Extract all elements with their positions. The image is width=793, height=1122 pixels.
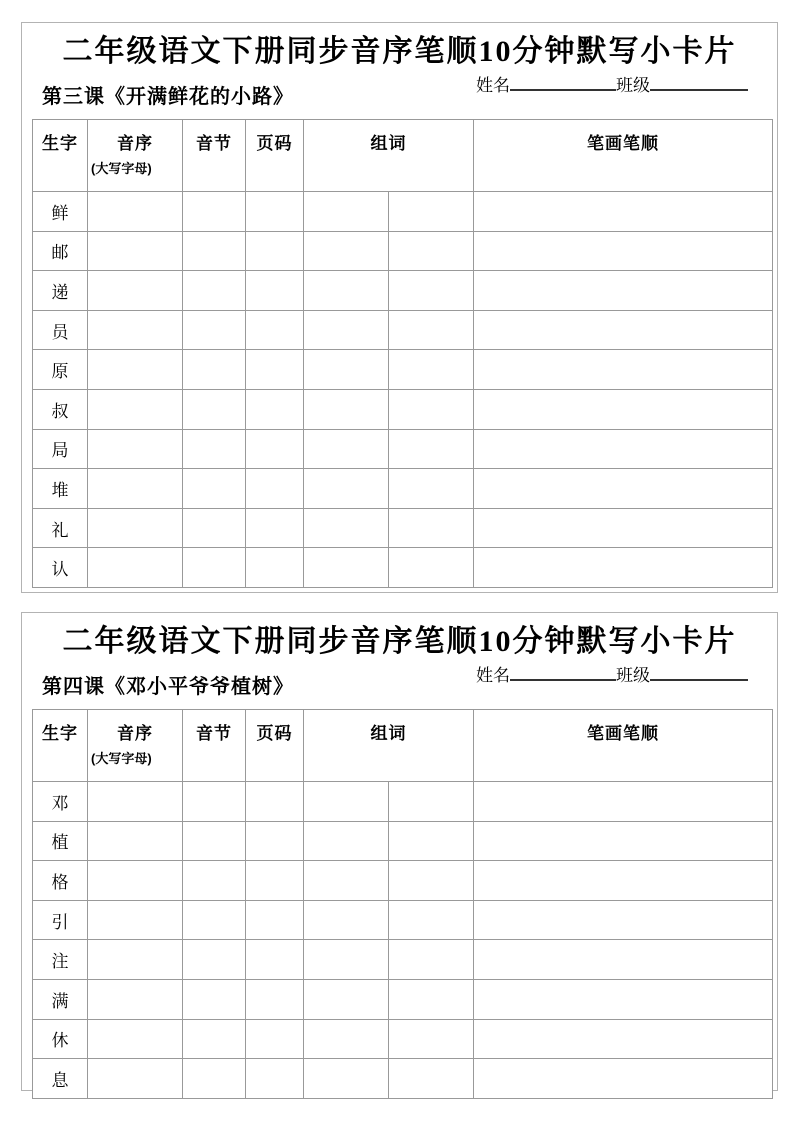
lesson-title: 第四课《邓小平爷爷植树》 — [42, 676, 294, 698]
words-cell-1 — [304, 979, 389, 1019]
strokes-cell — [474, 1059, 773, 1099]
table-row — [33, 389, 773, 429]
header-words: 组词 — [304, 120, 474, 192]
char-cell: 邮 — [33, 231, 88, 271]
char-cell: 堆 — [33, 469, 88, 509]
table-row — [33, 1019, 773, 1059]
header-page: 页码 — [246, 120, 304, 192]
words-cell-2 — [389, 782, 474, 822]
phonetic-cell — [88, 271, 183, 311]
syllable-cell — [183, 548, 246, 588]
name-label: 姓名 — [476, 76, 510, 95]
table-row — [33, 231, 773, 271]
header-row — [33, 120, 773, 192]
header-strokes: 笔画笔顺 — [474, 710, 773, 782]
header-row — [33, 710, 773, 782]
words-cell-2 — [389, 350, 474, 390]
page-cell — [246, 940, 304, 980]
page-cell — [246, 350, 304, 390]
page-cell — [246, 782, 304, 822]
char-cell: 息 — [33, 1059, 88, 1099]
words-cell-1 — [304, 1019, 389, 1059]
phonetic-cell — [88, 508, 183, 548]
words-cell-2 — [389, 508, 474, 548]
page-cell — [246, 231, 304, 271]
words-cell-1 — [304, 1059, 389, 1099]
phonetic-cell — [88, 1019, 183, 1059]
words-cell-1 — [304, 782, 389, 822]
words-cell-1 — [304, 310, 389, 350]
card-lesson-4 — [21, 612, 778, 1091]
lesson-title: 第三课《开满鲜花的小路》 — [42, 86, 294, 108]
page-cell — [246, 900, 304, 940]
words-cell-2 — [389, 389, 474, 429]
phonetic-cell — [88, 940, 183, 980]
words-cell-2 — [389, 940, 474, 980]
header-phonetic-main: 音序 — [117, 134, 153, 153]
page-cell — [246, 861, 304, 901]
strokes-cell — [474, 350, 773, 390]
page-cell — [246, 469, 304, 509]
phonetic-cell — [88, 979, 183, 1019]
syllable-cell — [183, 350, 246, 390]
card-title: 二年级语文下册同步音序笔顺10分钟默写小卡片 — [62, 35, 737, 68]
syllable-cell — [183, 900, 246, 940]
words-cell-1 — [304, 192, 389, 232]
words-cell-1 — [304, 548, 389, 588]
header-words: 组词 — [304, 710, 474, 782]
phonetic-cell — [88, 821, 183, 861]
page-cell — [246, 1019, 304, 1059]
char-cell: 递 — [33, 271, 88, 311]
char-cell: 局 — [33, 429, 88, 469]
name-blank — [510, 664, 616, 681]
table-row — [33, 782, 773, 822]
words-cell-1 — [304, 508, 389, 548]
words-cell-1 — [304, 271, 389, 311]
syllable-cell — [183, 1059, 246, 1099]
table-row — [33, 192, 773, 232]
syllable-cell — [183, 429, 246, 469]
syllable-cell — [183, 979, 246, 1019]
words-cell-1 — [304, 231, 389, 271]
words-cell-1 — [304, 900, 389, 940]
header-char: 生字 — [33, 710, 88, 782]
header-phonetic-sub: (大写字母) — [91, 161, 152, 176]
syllable-cell — [183, 231, 246, 271]
char-cell: 邓 — [33, 782, 88, 822]
dictation-table — [32, 709, 773, 1099]
table-row — [33, 310, 773, 350]
name-label: 姓名 — [476, 666, 510, 685]
strokes-cell — [474, 192, 773, 232]
char-cell: 叔 — [33, 389, 88, 429]
char-cell: 格 — [33, 861, 88, 901]
words-cell-1 — [304, 429, 389, 469]
syllable-cell — [183, 271, 246, 311]
syllable-cell — [183, 861, 246, 901]
card-lesson-3 — [21, 22, 778, 593]
table-row — [33, 821, 773, 861]
page-cell — [246, 429, 304, 469]
words-cell-1 — [304, 469, 389, 509]
page-cell — [246, 821, 304, 861]
words-cell-2 — [389, 900, 474, 940]
header-phonetic-main: 音序 — [117, 724, 153, 743]
words-cell-1 — [304, 821, 389, 861]
table-row — [33, 508, 773, 548]
words-cell-2 — [389, 271, 474, 311]
strokes-cell — [474, 508, 773, 548]
char-cell: 鲜 — [33, 192, 88, 232]
char-cell: 员 — [33, 310, 88, 350]
words-cell-2 — [389, 429, 474, 469]
syllable-cell — [183, 310, 246, 350]
class-label: 班级 — [616, 76, 650, 95]
syllable-cell — [183, 821, 246, 861]
page-cell — [246, 389, 304, 429]
phonetic-cell — [88, 429, 183, 469]
header-strokes: 笔画笔顺 — [474, 120, 773, 192]
char-cell: 植 — [33, 821, 88, 861]
words-cell-2 — [389, 861, 474, 901]
strokes-cell — [474, 548, 773, 588]
syllable-cell — [183, 192, 246, 232]
header-syllable: 音节 — [183, 710, 246, 782]
syllable-cell — [183, 389, 246, 429]
name-class-line — [476, 661, 748, 686]
words-cell-1 — [304, 350, 389, 390]
words-cell-2 — [389, 231, 474, 271]
syllable-cell — [183, 1019, 246, 1059]
table-row — [33, 350, 773, 390]
words-cell-2 — [389, 192, 474, 232]
strokes-cell — [474, 821, 773, 861]
header-syllable: 音节 — [183, 120, 246, 192]
phonetic-cell — [88, 900, 183, 940]
phonetic-cell — [88, 310, 183, 350]
table-row — [33, 271, 773, 311]
phonetic-cell — [88, 350, 183, 390]
syllable-cell — [183, 782, 246, 822]
words-cell-1 — [304, 389, 389, 429]
phonetic-cell — [88, 192, 183, 232]
words-cell-2 — [389, 1059, 474, 1099]
words-cell-2 — [389, 979, 474, 1019]
page-cell — [246, 548, 304, 588]
table-row — [33, 861, 773, 901]
words-cell-2 — [389, 310, 474, 350]
strokes-cell — [474, 231, 773, 271]
header-char: 生字 — [33, 120, 88, 192]
words-cell-2 — [389, 469, 474, 509]
strokes-cell — [474, 271, 773, 311]
words-cell-2 — [389, 1019, 474, 1059]
page-cell — [246, 310, 304, 350]
strokes-cell — [474, 940, 773, 980]
class-label: 班级 — [616, 666, 650, 685]
table-row — [33, 429, 773, 469]
words-cell-2 — [389, 821, 474, 861]
header-phonetic — [88, 710, 183, 782]
name-blank — [510, 74, 616, 91]
words-cell-1 — [304, 940, 389, 980]
char-cell: 原 — [33, 350, 88, 390]
strokes-cell — [474, 429, 773, 469]
header-phonetic — [88, 120, 183, 192]
class-blank — [650, 74, 748, 91]
page-cell — [246, 271, 304, 311]
header-page: 页码 — [246, 710, 304, 782]
class-blank — [650, 664, 748, 681]
page-cell — [246, 508, 304, 548]
words-cell-2 — [389, 548, 474, 588]
page-cell — [246, 979, 304, 1019]
strokes-cell — [474, 469, 773, 509]
table-row — [33, 940, 773, 980]
phonetic-cell — [88, 861, 183, 901]
name-class-line — [476, 71, 748, 96]
header-phonetic-sub: (大写字母) — [91, 751, 152, 766]
phonetic-cell — [88, 782, 183, 822]
phonetic-cell — [88, 469, 183, 509]
strokes-cell — [474, 861, 773, 901]
phonetic-cell — [88, 389, 183, 429]
syllable-cell — [183, 469, 246, 509]
char-cell: 引 — [33, 900, 88, 940]
char-cell: 满 — [33, 979, 88, 1019]
strokes-cell — [474, 979, 773, 1019]
strokes-cell — [474, 389, 773, 429]
table-row — [33, 1059, 773, 1099]
table-row — [33, 548, 773, 588]
strokes-cell — [474, 1019, 773, 1059]
words-cell-1 — [304, 861, 389, 901]
dictation-table — [32, 119, 773, 588]
page-cell — [246, 1059, 304, 1099]
table-row — [33, 900, 773, 940]
syllable-cell — [183, 940, 246, 980]
phonetic-cell — [88, 231, 183, 271]
page-cell — [246, 192, 304, 232]
char-cell: 认 — [33, 548, 88, 588]
card-title: 二年级语文下册同步音序笔顺10分钟默写小卡片 — [62, 625, 737, 658]
strokes-cell — [474, 310, 773, 350]
strokes-cell — [474, 782, 773, 822]
syllable-cell — [183, 508, 246, 548]
strokes-cell — [474, 900, 773, 940]
phonetic-cell — [88, 1059, 183, 1099]
phonetic-cell — [88, 548, 183, 588]
char-cell: 注 — [33, 940, 88, 980]
char-cell: 礼 — [33, 508, 88, 548]
char-cell: 休 — [33, 1019, 88, 1059]
table-row — [33, 469, 773, 509]
table-row — [33, 979, 773, 1019]
